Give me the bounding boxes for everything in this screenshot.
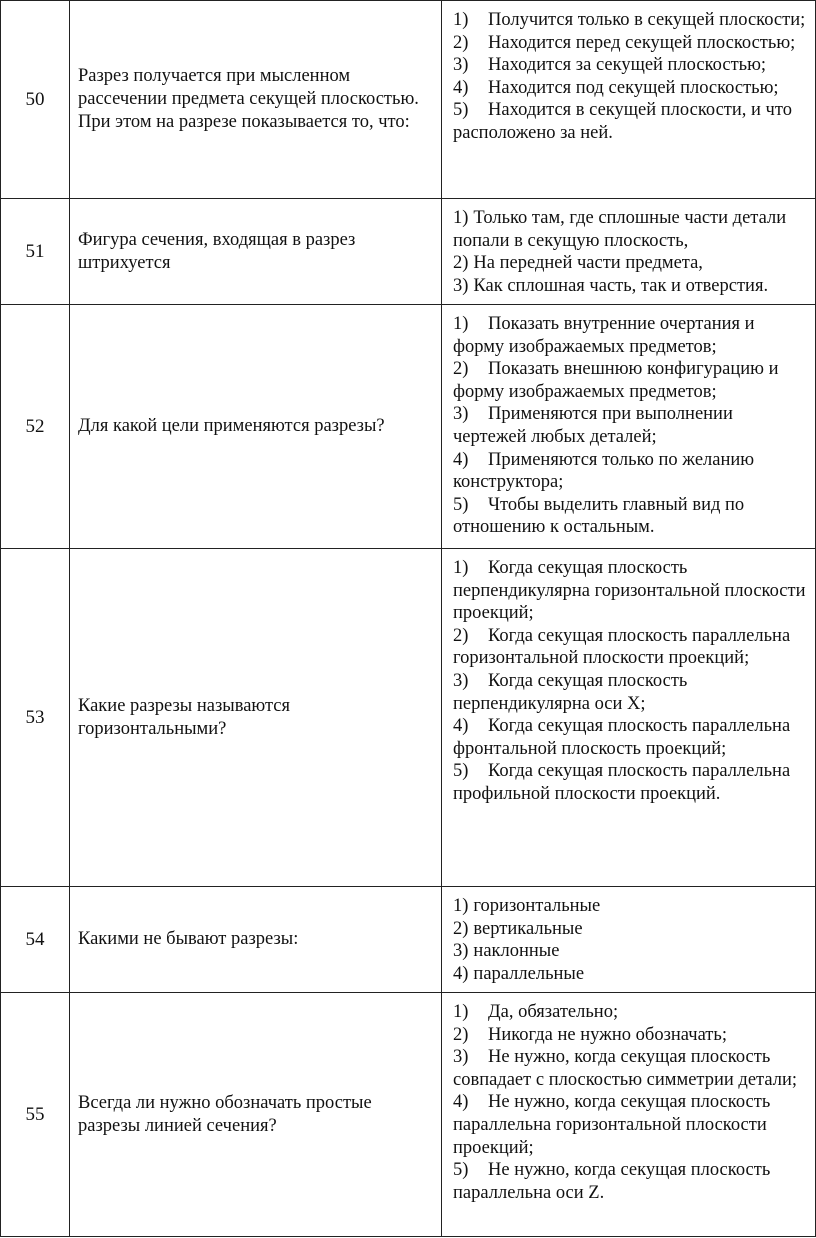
answer-option: 4) параллельные <box>453 963 585 984</box>
answer-option: 4) Применяются только по желанию конструктора; <box>453 449 755 493</box>
question-text: Всегда ли нужно обозначать простые разрезы линией сечения? <box>70 993 442 1237</box>
question-text: Фигура сечения, входящая в разрез штрихуется <box>70 199 442 305</box>
table-row <box>1 305 816 549</box>
answer-list <box>442 199 816 305</box>
answer-option: 1) Только там, где сплошные части детали попали в секущую плоскость, <box>453 208 787 251</box>
question-number: 52 <box>1 305 70 549</box>
answer-list <box>442 305 816 549</box>
answer-option: 3) Когда секущая плоскость перпендикулярна оси X; <box>453 670 688 714</box>
answer-option: 2) Когда секущая плоскость параллельна горизонтальной плоскости проекций; <box>453 625 791 669</box>
answer-option: 1) Да, обязательно; <box>453 1002 619 1022</box>
answer-option: 4) Не нужно, когда секущая плоскость параллельна горизонтальной плоскости проекций; <box>453 1092 771 1158</box>
question-text: Какие разрезы называются горизонтальными? <box>70 549 442 887</box>
answer-option: 3) Как сплошная часть, так и отверстия. <box>453 275 769 296</box>
answer-option: 5) Чтобы выделить главный вид по отношению к остальным. <box>453 494 745 538</box>
answer-option: 3) Не нужно, когда секущая плоскость совпадает с плоскостью симметрии детали; <box>453 1047 797 1090</box>
answer-list <box>442 549 816 887</box>
answer-option: 3) Находится за секущей плоскостью; <box>453 55 767 76</box>
answer-list <box>442 1 816 199</box>
question-number: 51 <box>1 199 70 305</box>
answer-option: 1) Получится только в секущей плоскости; <box>453 10 806 30</box>
answer-option: 4) Когда секущая плоскость параллельна фронтальной плоскость проекций; <box>453 716 791 759</box>
answer-option: 2) На передней части предмета, <box>453 253 703 274</box>
question-number: 54 <box>1 887 70 993</box>
question-text: Разрез получается при мысленном рассечении предмета секущей плоскостью. При этом на разрезе показывается то, что: <box>70 1 442 199</box>
answer-list <box>442 887 816 993</box>
table-row <box>1 993 816 1237</box>
answer-option: 5) Находится в секущей плоскости, и что расположено за ней. <box>453 100 792 143</box>
answer-option: 3) наклонные <box>453 941 560 962</box>
table-row <box>1 199 816 305</box>
table-row <box>1 1 816 199</box>
answer-option: 4) Находится под секущей плоскостью; <box>453 77 779 98</box>
answer-option: 1) горизонтальные <box>453 896 601 916</box>
answer-option: 2) Находится перед секущей плоскостью; <box>453 32 796 53</box>
question-text: Какими не бывают разрезы: <box>70 887 442 993</box>
answer-option: 1) Показать внутренние очертания и форму изображаемых предметов; <box>453 314 755 357</box>
answer-option: 5) Не нужно, когда секущая плоскость параллельна оси Z. <box>453 1160 771 1203</box>
answer-option: 1) Когда секущая плоскость перпендикулярна горизонтальной плоскости проекций; <box>453 558 806 624</box>
question-number: 50 <box>1 1 70 199</box>
answer-option: 2) вертикальные <box>453 918 583 939</box>
question-number: 55 <box>1 993 70 1237</box>
table-row <box>1 887 816 993</box>
answer-option: 2) Показать внешнюю конфигурацию и форму изображаемых предметов; <box>453 359 779 402</box>
question-text: Для какой цели применяются разрезы? <box>70 305 442 549</box>
question-number: 53 <box>1 549 70 887</box>
answer-option: 2) Никогда не нужно обозначать; <box>453 1024 727 1045</box>
answer-option: 5) Когда секущая плоскость параллельна профильной плоскости проекций. <box>453 761 791 804</box>
answer-list <box>442 993 816 1237</box>
answer-option: 3) Применяются при выполнении чертежей любых деталей; <box>453 404 733 447</box>
table-row <box>1 549 816 887</box>
